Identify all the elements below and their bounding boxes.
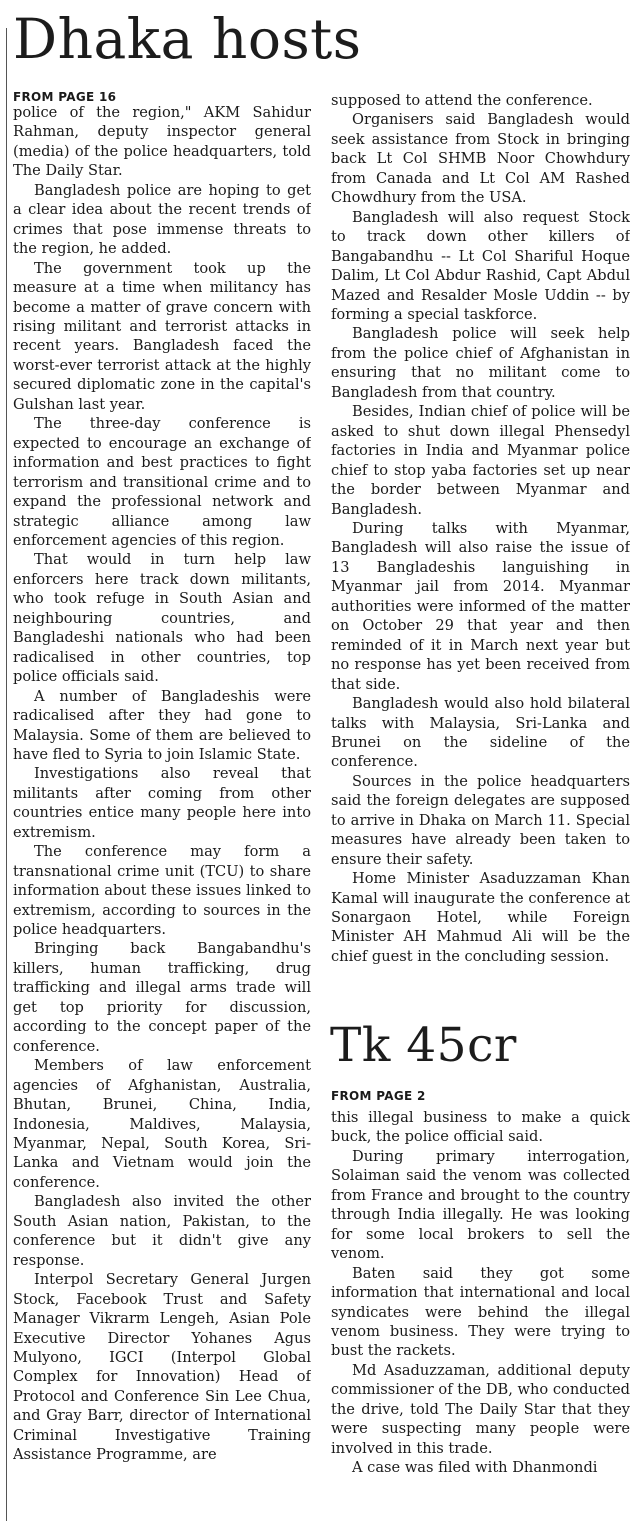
jump-line-from-page-2: FROM PAGE 2 <box>331 1089 426 1103</box>
story2-column <box>331 1108 630 1521</box>
paragraph: Members of law enforcement agencies of Afghanistan, Australia, Bhutan, Brunei, China, India, Indonesia, Maldives, Malaysia, Myanmar, Nepal, South Korea, Sri-Lanka and Vietnam would join the conference. <box>13 1057 311 1191</box>
paragraph: The three-day conference is expected to encourage an exchange of information and best practices to fight terrorism and transitional crime and to expand the professional network and strategic alliance among law enforcement agencies of this region. <box>13 415 311 549</box>
paragraph: supposed to attend the conference. <box>331 92 593 109</box>
paragraph: Md Asaduzzaman, additional deputy commissioner of the DB, who conducted the drive, told The Daily Star that they were suspecting many people were involved in this trade. <box>331 1361 630 1457</box>
paragraph: Bringing back Bangabandhu's killers, human trafficking, drug trafficking and illegal arms trade will get top priority for discussion, according to the concept paper of the conference. <box>13 940 311 1055</box>
paragraph: A case was filed with Dhanmondi <box>352 1459 598 1477</box>
story-headline-tk-45cr: Tk 45cr <box>330 1018 517 1073</box>
paragraph: Sources in the police headquarters said the foreign delegates are supposed to arrive in Dhaka on March 11. Special measures have already been taken to ensure their safety. <box>331 772 630 868</box>
story1-column-1 <box>13 103 311 1521</box>
story-headline-dhaka-hosts: Dhaka hosts <box>13 7 362 71</box>
paragraph: police of the region," AKM Sahidur Rahman, deputy inspector general (media) of the police headquarters, told The Daily Star. <box>13 104 311 180</box>
paragraph: Bangladesh police will seek help from the police chief of Afghanistan in ensuring that no militant come to Bangladesh from that country. <box>331 325 630 401</box>
paragraph: Besides, Indian chief of police will be asked to shut down illegal Phensedyl factories in India and Myanmar police chief to stop yaba factories set up near the border between Myanmar and Bangladesh. <box>331 403 630 518</box>
column-rule <box>6 28 7 1521</box>
paragraph: Bangladesh would also hold bilateral talks with Malaysia, Sri-Lanka and Brunei on the sideline of the conference. <box>331 695 630 771</box>
paragraph: Bangladesh police are hoping to get a clear idea about the recent trends of crimes that pose immense threats to the region, he added. <box>13 181 311 258</box>
paragraph: Baten said they got some information that international and local syndicates were behind the illegal venom business. They were trying to bust the rackets. <box>331 1264 630 1360</box>
paragraph: The conference may form a transnational crime unit (TCU) to share information about these issues linked to extremism, according to sources in the police headquarters. <box>13 843 311 939</box>
jump-line-from-page-16: FROM PAGE 16 <box>13 90 117 104</box>
story1-column-2 <box>331 91 630 1026</box>
paragraph: Home Minister Asaduzzaman Khan Kamal will inaugurate the conference at Sonargaon Hotel, while Foreign Minister AH Mahmud Ali will be the chief guest in the concluding session. <box>331 870 630 965</box>
paragraph: Bangladesh will also request Stock to track down other killers of Bangabandhu -- Lt Col Shariful Hoque Dalim, Lt Col Abdur Rashid, Capt Abdul Mazed and Resalder Mosle Uddin -- by forming a special taskforce. <box>331 208 630 323</box>
paragraph: Organisers said Bangladesh would seek assistance from Stock in bringing back Lt Col SHMB Noor Chowhdury from Canada and Lt Col AM Rashed Chowdhury from the USA. <box>331 111 630 207</box>
paragraph: The government took up the measure at a time when militancy has become a matter of grave concern with rising militant and terrorist attacks in recent years. Bangladesh faced the worst-ever terrorist attack at the highly secured diplomatic zone in the capital's Gulshan last year. <box>13 259 311 413</box>
paragraph: That would in turn help law enforcers here track down militants, who took refuge in South Asian and neighbouring countries, and Bangladeshi nationals who had been radicalised in other countries, top police officials said. <box>13 551 311 686</box>
paragraph: During talks with Myanmar, Bangladesh will also raise the issue of 13 Bangladeshis languishing in Myanmar jail from 2014. Myanmar authorities were informed of the matter on October 29 that year and then reminded of it in March next year but no response has yet been received from that side. <box>331 519 630 693</box>
paragraph: A number of Bangladeshis were radicalised after they had gone to Malaysia. Some of them are believed to have fled to Syria to join Islamic State. <box>13 687 311 763</box>
paragraph: During primary interrogation, Solaiman said the venom was collected from France and brought to the country through India illegally. He was looking for some local brokers to sell the venom. <box>331 1147 630 1263</box>
paragraph: Interpol Secretary General Jurgen Stock, Facebook Trust and Safety Manager Vikrarm Lengeh, Asian Pole Executive Director Yohanes Agus Mulyono, IGCI (Interpol Global Complex for Innovation) Head of Protocol and Conference Sin Lee Chua, and Gray Barr, director of International Criminal Investigative Training Assistance Programme, are <box>13 1271 311 1464</box>
paragraph: Bangladesh also invited the other South Asian nation, Pakistan, to the conference but it didn't give any response. <box>13 1193 311 1269</box>
paragraph: Investigations also reveal that militants after coming from other countries entice many people here into extremism. <box>13 765 311 841</box>
paragraph: this illegal business to make a quick buck, the police official said. <box>331 1109 630 1146</box>
